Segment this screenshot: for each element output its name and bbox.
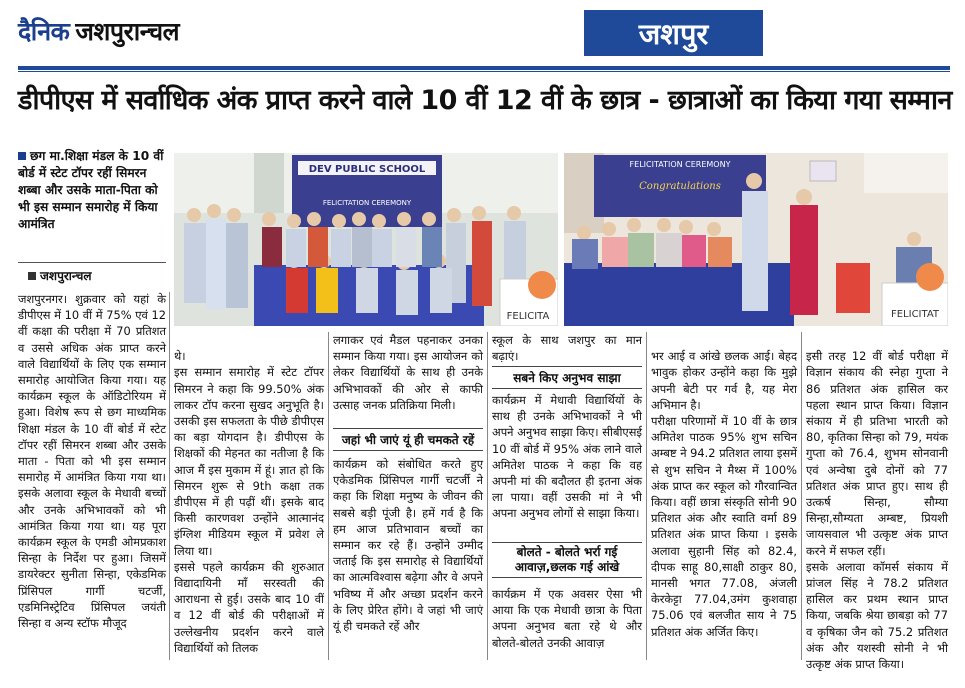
photo2-card-text: FELICITAT	[890, 309, 940, 320]
article-column-4	[492, 332, 642, 364]
column-1-text: जशपुरनगर। शुक्रवार को यहां के डीपीएस में 10 वीं में 75% एवं 12 वीं कक्षा की परीक्षा में 70 प्रतिशत व उससे अधिक अंक प्राप्त करने वाले विद्यार्थियों के लिए एक सम्मान समारोह आयोजित किया गया। यह कार्यक्रम स्कूल के ऑडिटोरियम में हुआ। विशेष रूप से छग माध्यमिक शिक्षा मंडल के 10 वीं बोर्ड में स्टेट टॉपर रहीं सिमरन शब्बा और उसके माता - पिता को भी इस सम्मान समारोह में आमंत्रित किया गया था। इसके अलावा स्कूल के मेधावी बच्चों और उनके अभिभावकों को भी आमंत्रित किया गया था। यह पूरा कार्यक्रम स्कूल के एमडी ओमप्रकाश सिन्हा के निर्देश पर हुआ। जिसमें डायरेक्टर सुनीता सिन्हा, एकेडमिक प्रिंसिपल गार्गी चटर्जी, एडमिनिस्ट्रेटिव प्रिंसिपल जयंती सिन्हा व अन्य स्टॉफ मौजूद	[18, 292, 166, 631]
column-divider	[487, 332, 488, 660]
section-label: जशपुर	[584, 10, 763, 56]
article-column-3	[333, 332, 483, 413]
header-rule-thin	[18, 71, 950, 72]
highlight-text: छग मा.शिक्षा मंडल के 10 वीं बोर्ड में स्टेट टॉपर रहीं सिमरन शब्बा और उसके माता-पिता को भी इस सम्मान समारोह में किया आमंत्रित	[18, 149, 164, 231]
photo1-sub-text: FELICITATION CEREMONY	[322, 199, 412, 207]
byline	[28, 267, 91, 284]
column-4-text-b: कार्यक्रम में मेधावी विद्यार्थियों के साथ ही उनके अभिभावकों ने भी अपने अनुभव साझा किए। सीबीएसई 10 वीं बोर्ड में 95% अंक लाने वाले अमितेश पाठक ने कहा कि वह अपनी मां की बदौलत ही इतना अंक ला पाया। वहीं उसकी मां ने भी अपना अनुभव लोगों से साझा किया।	[492, 393, 642, 521]
sidebar-divider	[18, 262, 166, 263]
column-4-subheading-1: सबने किए अनुभव साझा	[492, 366, 642, 389]
photo2-sub-text: Congratulations	[639, 181, 721, 192]
event-photo-2-image	[564, 153, 948, 326]
highlight-box	[18, 148, 166, 233]
column-4-subheading-2: बोलते - बोलते भर्रा गई आवाज़,छलक गई आंखे	[492, 542, 642, 578]
column-2-text: थे। इस सम्मान समारोह में स्टेट टॉपर सिमरन ने कहा कि 99.50% अंक लाकर टॉप करना सुखद अनुभूति है। उसकी इस सफलता के पीछे डीपीएस का बड़ा योगदान है। डीपीएस के शिक्षकों की मेहनत का नतीजा है कि आज मैं इस मुकाम में हूं। ज्ञात हो कि सिमरन शुरू से 9th कक्षा तक डीपीएस में ही पढ़ीं थीं। इसके बाद किसी कारणवश उन्होंने आत्मानंद इंग्लिश मीडियम स्कूल में प्रवेश ले लिया था। इससे पहले कार्यक्रम की शुरुआत विद्यादायिनी माँ सरस्वती की आराधना से हुई। उसके बाद 10 वीं व 12 वीं बोर्ड की परीक्षाओं में उल्लेखनीय प्रदर्शन करने वाले विद्यार्थियों को तिलक	[174, 349, 324, 655]
brand-name-blue: दैनिक	[18, 17, 70, 46]
byline-text: जशपुरान्चल	[40, 269, 92, 283]
column-5-text: भर आई व आंखे छलक आई। बेहद भावुक होकर उन्होंने कहा कि मुझे अपनी बेटी पर गर्व है, यह मेरा अभिमान है। परीक्षा परिणामों में 10 वीं के छात्र अमितेश पाठक 95% शुभ सचिन अम्बष्ट ने 94.2 प्रतिशत लाया इसमें से शुभ सचिन ने मैथ्स में 100% अंक प्राप्त कर स्कूल को गौरवान्वित किया। वहीं छात्रा संस्कृति सोनी 90 प्रतिशत अंक और स्वाति वर्मा 89 प्रतिशत अंक प्राप्त किया । इसके अलावा सुहानी सिंह को 82.4, दीपक साहू 80,साक्षी ठाकुर 80, मानसी भगत 77.08, अंजली केरकेट्टा 77.04,उमंग कुशवाहा 75.06 एवं बलजीत साय ने 75 प्रतिशत अंक अर्जित किए।	[651, 349, 797, 639]
article-column-4b	[492, 392, 642, 522]
event-photo-2	[564, 153, 948, 326]
bullet-square-icon	[28, 272, 36, 280]
header-rule	[18, 66, 950, 70]
article-column-4c	[492, 586, 642, 651]
column-divider	[169, 292, 170, 660]
brand-name-black: जशपुरान्चल	[75, 17, 180, 46]
event-photo-1	[174, 153, 558, 326]
column-4-text-a: स्कूल के साथ जशपुर का मान बढ़ाएं।	[492, 333, 642, 364]
article-column-6	[806, 332, 948, 688]
article-column-5	[651, 332, 797, 656]
article-column-3b	[333, 456, 483, 634]
column-3-text-a: लगाकर एवं मैडल पहनाकर उनका सम्मान किया गया। इस आयोजन को लेकर विद्यार्थियों के साथ ही उनके अभिभावकों की ओर से काफी उत्साह जनक प्रतिक्रिया मिली।	[333, 333, 483, 412]
newspaper-brand	[18, 14, 179, 48]
article-column-1	[18, 291, 166, 631]
column-6-text: इसी तरह 12 वीं बोर्ड परीक्षा में विज्ञान संकाय की स्नेहा गुप्ता ने 86 प्रतिशत अंक हासिल कर पहला स्थान प्राप्त किया। विज्ञान संकाय में ही प्रतिभा भारती को 80, कृतिका सिन्हा को 79, मयंक गुप्ता को 76.4, शुभम सोनवानी एवं अन्वेषा दुबे दोनों को 77 प्रतिशत अंक प्राप्त हुए। साथ ही उत्कर्ष सिन्हा, सौम्या सिन्हा,सौम्यता अम्बष्ट, प्रियशी जायसवाल भी उत्कृष्ट अंक प्राप्त करने में सफल रहीं। इसके अलावा कॉमर्स संकाय में प्रांजल सिंह ने 78.2 प्रतिशत हासिल कर प्रथम स्थान प्राप्त किया, जबकि श्रेया छाबड़ा को 77 व कृषिका जैन को 75.2 प्रतिशत अंक और यशस्वी सोनी ने भी उत्कृष्ट अंक प्राप्त किया।	[806, 349, 948, 672]
article-headline: डीपीएस में सर्वाधिक अंक प्राप्त करने वाले 10 वीं 12 वीं के छात्र - छात्राओं का किया गया सम्मान	[18, 85, 952, 116]
column-3-text-b: कार्यक्रम को संबोधित करते हुए एकेडमिक प्रिंसिपल गार्गी चटर्जी ने कहा कि शिक्षा मनुष्य के जीवन की सबसे बड़ी पूंजी है। हमें गर्व है कि हम आज प्रतिभावान बच्चों का सम्मान कर रहे हैं। उन्होंने उम्मीद जताई कि इस समारोह से विद्यार्थियों का आत्मविश्वास बढ़ेगा और वे अपने भविष्य में और अच्छा प्रदर्शन करने के लिए प्रेरित होंगे। वे जहां भी जाएं यूं ही चमकते रहें और	[333, 457, 483, 634]
photo1-card-text: FELICITA	[506, 311, 550, 322]
article-column-2	[174, 332, 324, 672]
photo2-banner-text: FELICITATION CEREMONY	[629, 160, 731, 169]
photo1-banner-text: DEV PUBLIC SCHOOL	[308, 164, 426, 175]
bullet-square-icon	[18, 152, 26, 160]
column-divider	[801, 332, 802, 660]
event-photo-1-image	[174, 153, 558, 326]
column-divider	[646, 332, 647, 660]
column-divider	[328, 332, 329, 660]
column-4-text-c: कार्यक्रम में एक अवसर ऐसा भी आया कि एक मेधावी छात्रा के पिता अपना अनुभव बता रहे थे और बोलते-बोलते उनकी आवाज़	[492, 587, 642, 650]
column-3-subheading: जहां भी जाएं यूं ही चमकते रहें	[333, 428, 483, 451]
